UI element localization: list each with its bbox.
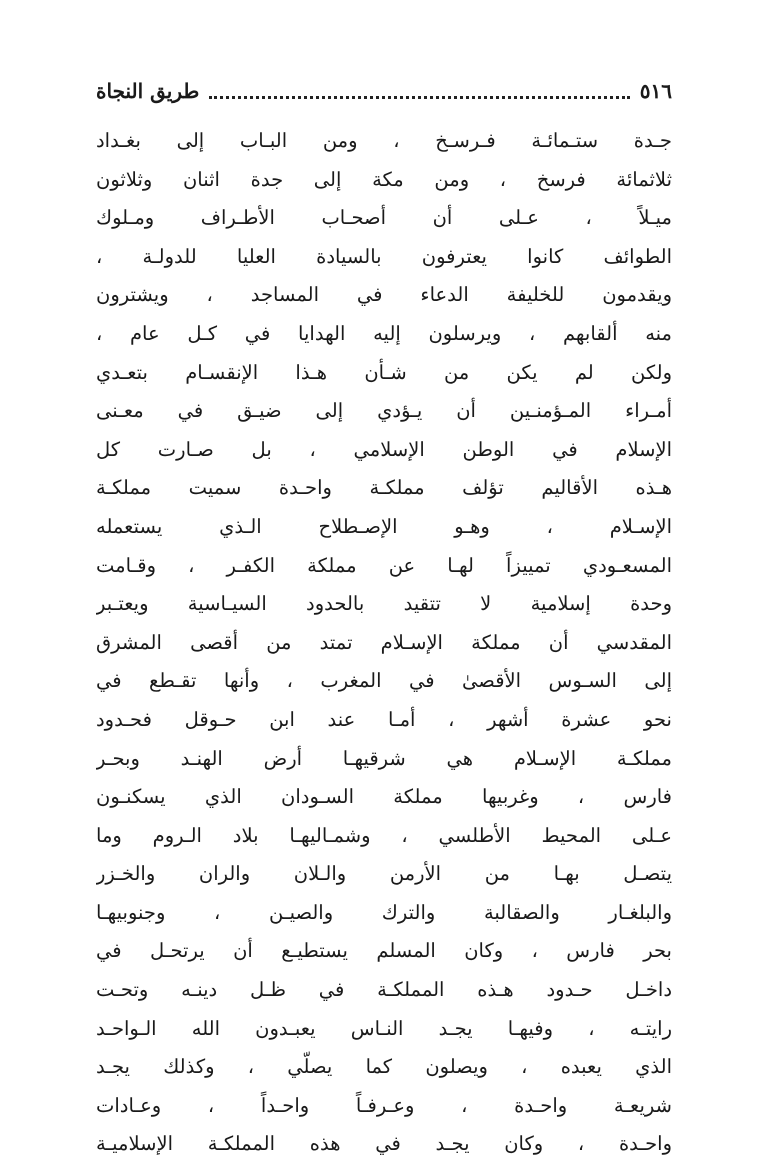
text-line: فارس ، وغربيها مملكة السـودان الذي يسكنـون — [96, 785, 672, 809]
body-text — [96, 122, 672, 1164]
text-line: المقدسي أن مملكة الإسـلام تمتد من أقصى المشرق — [96, 630, 672, 654]
running-title: طريق النجاة — [96, 79, 200, 103]
text-line: مملكـة الإسـلام هي شرقيهـا أرض الهنـد وبحـر — [96, 746, 672, 770]
text-line: وحدة إسلامية لا تتقيد بالحدود السيـاسية ويعتـبر — [96, 592, 672, 616]
text-line: شريعـة واحـدة ، وعـرفـاً واحـداً ، وعـادات — [96, 1093, 672, 1117]
text-line: أمـراء المـؤمنـين أن يـؤدي إلى ضيـق في معـنى — [96, 399, 672, 423]
text-line: الإسلام في الوطن الإسلامي ، بل صـارت كل — [96, 437, 672, 461]
text-line: يتصـل بهـا من الأرمن والـلان والران والخـزر — [96, 862, 672, 886]
text-line: الطوائف كانوا يعترفون بالسيادة العليا للدولـة ، — [96, 244, 672, 268]
dot-leader — [209, 96, 629, 99]
text-line: والبلغـار والصقالبة والترك والصيـن ، وجنوبيهـا — [96, 900, 672, 924]
text-line: جـدة ستـمائـة فـرسـخ ، ومن البـاب إلى بغـداد — [96, 129, 672, 152]
text-line: ثلاثمائة فرسخ ، ومن مكة إلى جدة اثنان وثلاثون — [96, 167, 672, 191]
text-line: بحر فارس ، وكان المسلم يستطيـع أن يرتحـل في — [96, 939, 672, 963]
text-line: رايتـه ، وفيهـا يجـد النـاس يعبـدون الله الـواحـد — [96, 1016, 672, 1040]
text-line: الذي يعبده ، ويصلون كما يصلّي ، وكذلك يجـد — [96, 1055, 672, 1079]
page-number: ٥١٦ — [639, 79, 672, 103]
text-line: داخـل حـدود هـذه المملكـة في ظـل دينـه وتحـت — [96, 978, 672, 1002]
text-line: منه ألقابهم ، ويرسلون إليه الهدايا في كـل عام ، — [96, 321, 672, 345]
text-line: ويقدمون للخليفة الدعاء في المساجد ، ويشترون — [96, 283, 672, 307]
text-line: نحو عشرة أشهر ، أمـا عند ابن حـوقل فحـدود — [96, 707, 672, 731]
text-line: ولكن لم يكن من شـأن هـذا الإنقسـام بتعـدي — [96, 360, 672, 384]
page-header — [96, 74, 672, 108]
text-line: هـذه الأقاليم تؤلف مملكـة واحـدة سميت مملكـة — [96, 476, 672, 500]
text-line: عـلى المحيط الأطلسي ، وشمـاليهـا بلاد الـروم وما — [96, 823, 672, 847]
text-line: واحـدة ، وكان يجـد في هذه المملكـة الإسلاميـة — [96, 1132, 672, 1156]
text-line: الإسـلام ، وهـو الإصـطلاح الـذي يستعمله — [96, 514, 672, 538]
text-line: ميـلاً ، عـلى أن أصحـاب الأطـراف ومـلوك — [96, 206, 672, 230]
text-line: المسعـودي تمييزاً لهـا عن مملكة الكفـر ، وقـامت — [96, 553, 672, 577]
text-line: إلى السـوس الأقصىٰ في المغرب ، وأنها تقـطع في — [96, 669, 672, 693]
